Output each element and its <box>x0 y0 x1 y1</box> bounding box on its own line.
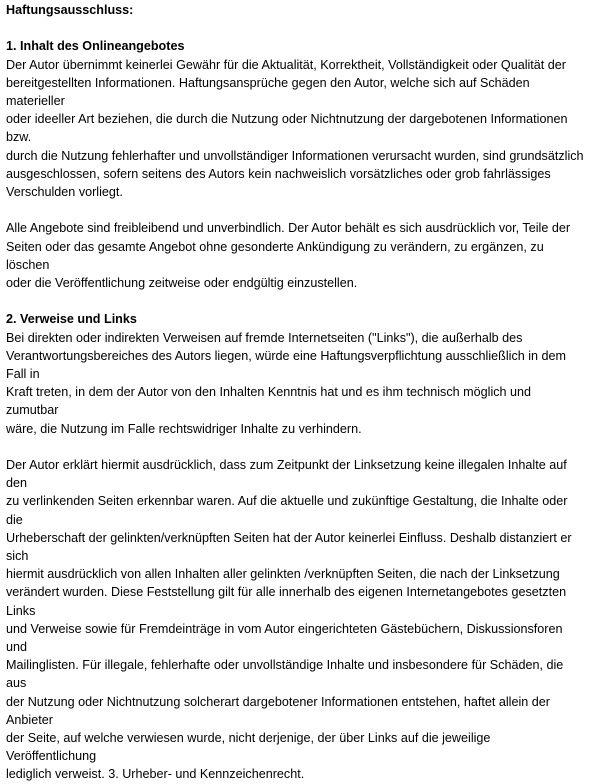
section-content-paragraph-2: Alle Angebote sind freibleibend und unverbindlich. Der Autor behält es sich ausdrücklich vor, Teile der Seiten oder das gesamte Angebot ohne gesonderte Ankündigung zu verändern, zu ergänzen, zu löschen oder die Veröffentlichung zeitweise oder endgültig einzustellen. <box>6 221 571 291</box>
section-links-paragraph-1: Bei direkten oder indirekten Verweisen auf fremde Internetseiten ("Links"), die außerhalb des Verantwortungsbereiches des Autors liegen, würde eine Haftungsverpflichtung ausschließlich in dem Fall in Kraft treten, in dem der Autor von den Inhalten Kenntnis hat und es ihm technisch möglich und zumutbar wäre, die Nutzung im Falle rechtswidriger Inhalte zu verhindern. <box>6 330 567 436</box>
paragraph-spacer <box>6 201 584 219</box>
section-spacer <box>6 292 584 310</box>
section-content-paragraph-1: Der Autor übernimmt keinerlei Gewähr für die Aktualität, Korrektheit, Vollständigkeit oder Qualität der bereitgestellten Informationen. Haftungsansprüche gegen den Autor, welche sich auf Schäden materieller oder ideeller Art beziehen, die durch die Nutzung oder Nichtnutzung der dargebotenen Informationen bzw. durch die Nutzung fehlerhafter und unvollständiger Informationen verursacht wurden, sind grundsätzlich ausgeschlossen, sofern seitens des Autors kein nachweislich vorsätzliches oder grob fahrlässiges Verschulden vorliegt. <box>6 57 584 200</box>
section-links <box>6 310 584 783</box>
section-content <box>6 37 584 292</box>
section-heading-links: 2. Verweise und Links <box>6 312 137 327</box>
paragraph-spacer <box>6 438 584 456</box>
section-heading-content: 1. Inhalt des Onlineangebotes <box>6 39 185 54</box>
section-links-paragraph-2: Der Autor erklärt hiermit ausdrücklich, dass zum Zeitpunkt der Linksetzung keine illegalen Inhalte auf den zu verlinkenden Seiten erkennbar waren. Auf die aktuelle und zukünftige Gestaltung, die Inhalte oder die Urheberschaft der gelinkten/verknüpften Seiten hat der Autor keinerlei Einfluss. Deshalb distanziert er sich hiermit ausdrücklich von allen Inhalten aller gelinkten /verknüpften Seiten, die nach der Linksetzung verändert wurden. Diese Feststellung gilt für alle innerhalb des eigenen Internetangebotes gesetzten Links und Verweise sowie für Fremdeinträge in vom Autor eingerichteten Gästebüchern, Diskussionsforen und Mailinglisten. Für illegale, fehlerhafte oder unvollständige Inhalte und insbesondere für Schäden, die aus der Nutzung oder Nichtnutzung solcherart dargebotener Informationen entstehen, haftet allein der Anbieter der Seite, auf welche verwiesen wurde, nicht derjenige, der über Links auf die jeweilige Veröffentlichung lediglich verweist. 3. Urheber- und Kennzeichenrecht. <box>6 458 572 782</box>
page-title: Haftungsausschluss: <box>6 3 134 17</box>
